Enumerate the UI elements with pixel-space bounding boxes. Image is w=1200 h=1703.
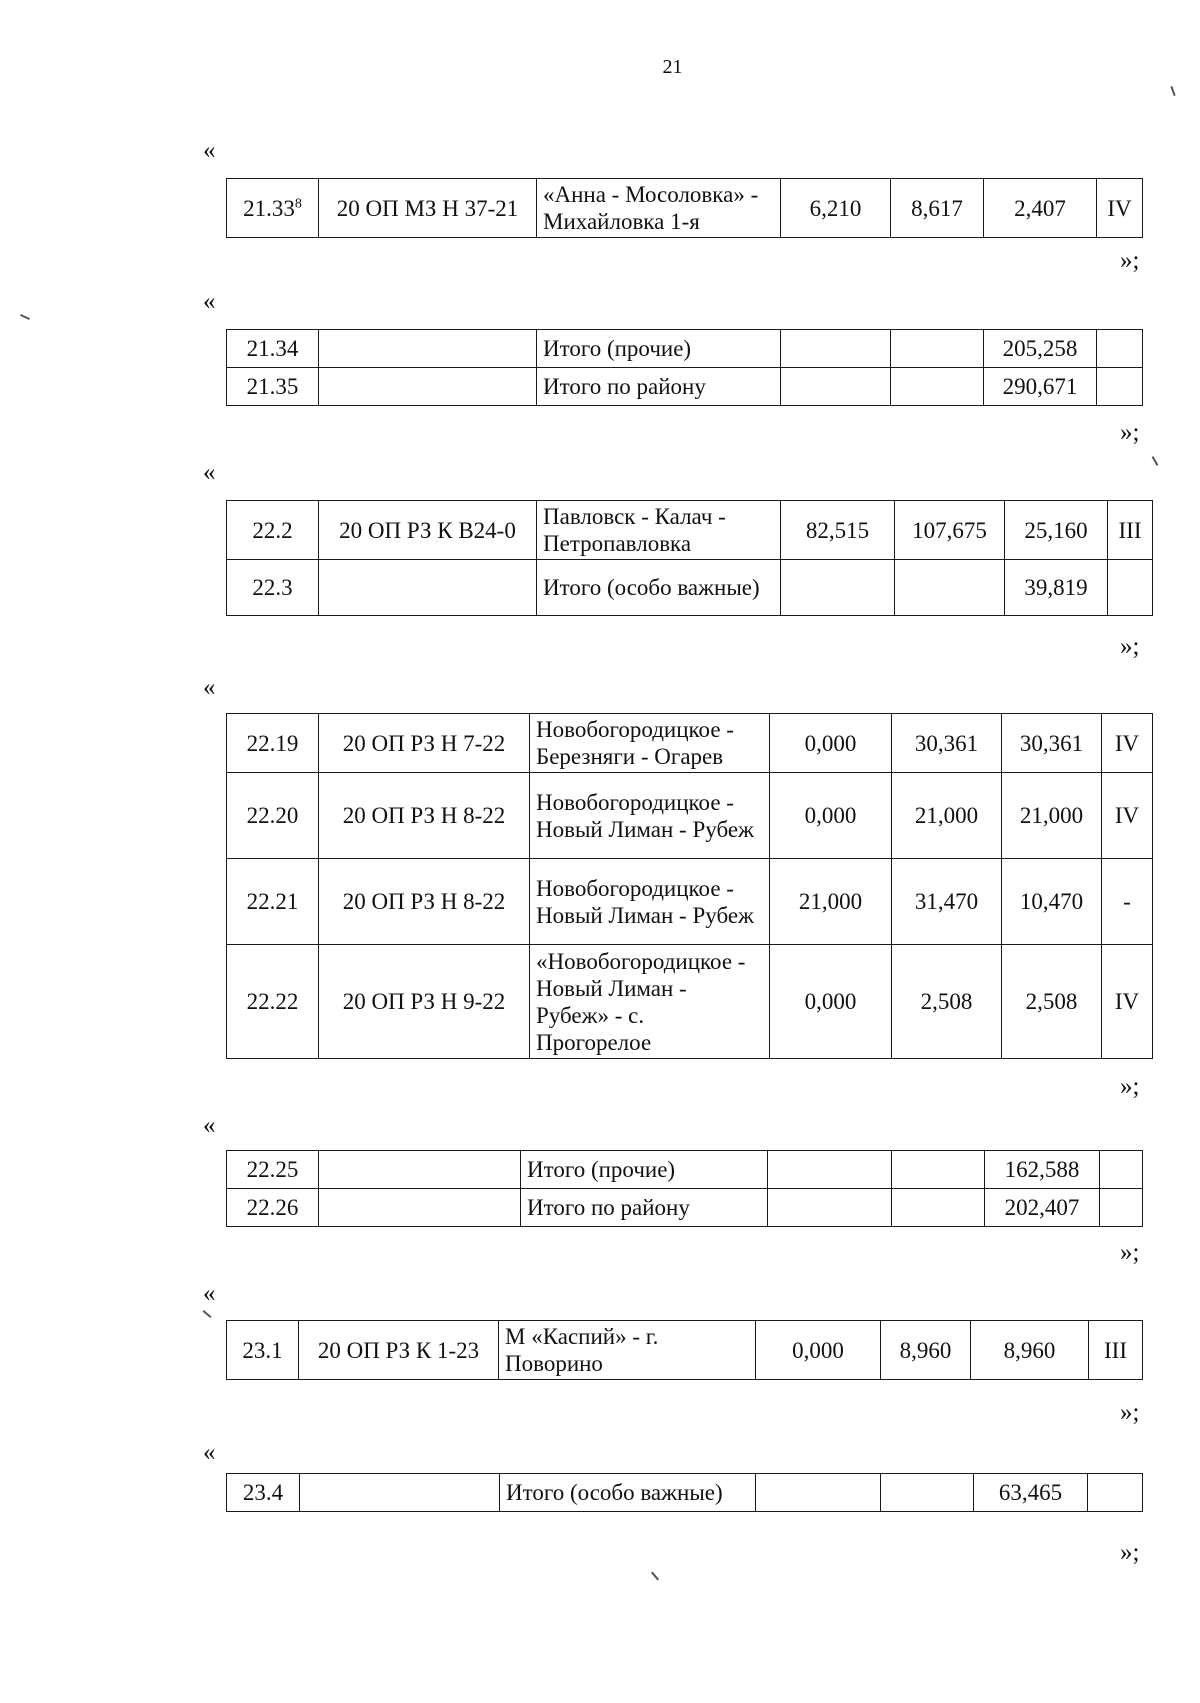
start-km-cell: 0,000 bbox=[770, 714, 892, 773]
row-number-cell: 22.22 bbox=[227, 945, 319, 1059]
road-code-cell: 20 ОП РЗ К 1-23 bbox=[299, 1321, 499, 1380]
end-km-cell: 8,960 bbox=[881, 1321, 971, 1380]
road-code-cell bbox=[319, 368, 537, 406]
opening-quote: « bbox=[203, 137, 216, 164]
road-code-cell: 20 ОП РЗ Н 9-22 bbox=[319, 945, 530, 1059]
category-cell: III bbox=[1089, 1321, 1143, 1380]
road-name-cell: «Новобогородицкое - Новый Лиман - Рубеж» - с. Прогорелое bbox=[530, 945, 770, 1059]
table-row bbox=[227, 330, 1143, 368]
row-number-cell: 21.35 bbox=[227, 368, 319, 406]
road-table bbox=[226, 1150, 1143, 1227]
closing-quote: »; bbox=[1120, 1073, 1140, 1100]
closing-quote: »; bbox=[1120, 1239, 1140, 1266]
row-number-cell: 22.3 bbox=[227, 560, 319, 616]
road-table bbox=[226, 1320, 1143, 1380]
closing-quote: »; bbox=[1120, 633, 1140, 660]
table-row bbox=[227, 773, 1153, 859]
opening-quote: « bbox=[203, 1112, 216, 1139]
end-km-cell: 21,000 bbox=[892, 773, 1002, 859]
closing-quote: »; bbox=[1120, 247, 1140, 274]
table-row bbox=[227, 560, 1153, 616]
closing-quote: »; bbox=[1120, 1539, 1140, 1566]
category-cell: IV bbox=[1097, 179, 1143, 238]
table-row bbox=[227, 1151, 1143, 1189]
start-km-cell: 0,000 bbox=[770, 773, 892, 859]
category-cell bbox=[1100, 1189, 1143, 1227]
row-number-cell: 21.33$^8$ bbox=[227, 179, 319, 238]
closing-quote: »; bbox=[1120, 1399, 1140, 1426]
start-km-cell: 6,210 bbox=[781, 179, 891, 238]
category-cell bbox=[1108, 560, 1153, 616]
road-code-cell: 20 ОП РЗ Н 7-22 bbox=[319, 714, 530, 773]
length-km-cell: 205,258 bbox=[984, 330, 1097, 368]
road-code-cell: 20 ОП МЗ Н 37-21 bbox=[319, 179, 537, 238]
table-row bbox=[227, 368, 1143, 406]
category-cell: IV bbox=[1102, 945, 1153, 1059]
opening-quote: « bbox=[203, 459, 216, 486]
road-table bbox=[226, 500, 1153, 616]
length-km-cell: 39,819 bbox=[1005, 560, 1108, 616]
length-km-cell: 30,361 bbox=[1002, 714, 1102, 773]
road-code-cell: 20 ОП РЗ Н 8-22 bbox=[319, 773, 530, 859]
road-name-cell: Новобогородицкое - Новый Лиман - Рубеж bbox=[530, 859, 770, 945]
start-km-cell bbox=[781, 330, 891, 368]
row-number-cell: 23.1 bbox=[227, 1321, 299, 1380]
road-name-cell: Итого (особо важные) bbox=[537, 560, 781, 616]
scan-speck bbox=[651, 1572, 659, 1581]
row-number-cell: 22.26 bbox=[227, 1189, 319, 1227]
page-number: 21 bbox=[662, 56, 683, 78]
road-table bbox=[226, 329, 1143, 406]
end-km-cell bbox=[881, 1474, 974, 1512]
road-name-cell: Итого (прочие) bbox=[521, 1151, 768, 1189]
row-number-cell: 22.25 bbox=[227, 1151, 319, 1189]
road-name-cell: Итого по району bbox=[537, 368, 781, 406]
row-number-superscript: 8 bbox=[294, 195, 302, 211]
row-number-cell: 22.2 bbox=[227, 501, 319, 560]
end-km-cell bbox=[891, 330, 984, 368]
end-km-cell: 31,470 bbox=[892, 859, 1002, 945]
table-row bbox=[227, 1321, 1143, 1380]
scan-speck bbox=[203, 1310, 212, 1318]
table-row bbox=[227, 945, 1153, 1059]
opening-quote: « bbox=[203, 1280, 216, 1307]
road-code-cell: 20 ОП РЗ Н 8-22 bbox=[319, 859, 530, 945]
end-km-cell bbox=[892, 1151, 985, 1189]
road-code-cell bbox=[300, 1474, 500, 1512]
road-table bbox=[226, 1473, 1143, 1512]
road-name-cell: Новобогородицкое - Новый Лиман - Рубеж bbox=[530, 773, 770, 859]
length-km-cell: 8,960 bbox=[971, 1321, 1089, 1380]
row-number-cell: 22.19 bbox=[227, 714, 319, 773]
length-km-cell: 10,470 bbox=[1002, 859, 1102, 945]
road-code-cell bbox=[319, 1189, 521, 1227]
start-km-cell: 21,000 bbox=[770, 859, 892, 945]
road-table bbox=[226, 178, 1143, 238]
start-km-cell bbox=[768, 1189, 892, 1227]
closing-quote: »; bbox=[1120, 419, 1140, 446]
length-km-cell: 2,508 bbox=[1002, 945, 1102, 1059]
category-cell bbox=[1088, 1474, 1143, 1512]
start-km-cell bbox=[781, 368, 891, 406]
road-name-cell: Итого по району bbox=[521, 1189, 768, 1227]
table-row bbox=[227, 179, 1143, 238]
scan-speck bbox=[1170, 86, 1175, 96]
length-km-cell: 2,407 bbox=[984, 179, 1097, 238]
road-code-cell: 20 ОП РЗ К В24-0 bbox=[319, 501, 537, 560]
end-km-cell: 8,617 bbox=[891, 179, 984, 238]
start-km-cell bbox=[768, 1151, 892, 1189]
opening-quote: « bbox=[203, 1439, 216, 1466]
length-km-cell: 162,588 bbox=[985, 1151, 1100, 1189]
road-name-cell: Итого (прочие) bbox=[537, 330, 781, 368]
start-km-cell: 82,515 bbox=[781, 501, 895, 560]
scan-speck bbox=[20, 314, 30, 320]
opening-quote: « bbox=[203, 674, 216, 701]
category-cell bbox=[1100, 1151, 1143, 1189]
road-name-cell: Павловск - Калач - Петропавловка bbox=[537, 501, 781, 560]
table-row bbox=[227, 859, 1153, 945]
start-km-cell: 0,000 bbox=[756, 1321, 881, 1380]
road-name-cell: Новобогородицкое - Березняги - Огарев bbox=[530, 714, 770, 773]
table-row bbox=[227, 501, 1153, 560]
scan-speck bbox=[1152, 456, 1159, 466]
end-km-cell bbox=[895, 560, 1005, 616]
road-code-cell bbox=[319, 560, 537, 616]
row-number-cell: 23.4 bbox=[227, 1474, 300, 1512]
end-km-cell: 30,361 bbox=[892, 714, 1002, 773]
row-number-cell: 22.21 bbox=[227, 859, 319, 945]
row-number-cell: 21.34 bbox=[227, 330, 319, 368]
table-row bbox=[227, 714, 1153, 773]
category-cell: IV bbox=[1102, 773, 1153, 859]
length-km-cell: 63,465 bbox=[974, 1474, 1088, 1512]
length-km-cell: 202,407 bbox=[985, 1189, 1100, 1227]
opening-quote: « bbox=[203, 288, 216, 315]
end-km-cell: 2,508 bbox=[892, 945, 1002, 1059]
length-km-cell: 25,160 bbox=[1005, 501, 1108, 560]
table-row bbox=[227, 1474, 1143, 1512]
road-table bbox=[226, 713, 1153, 1059]
category-cell: IV bbox=[1102, 714, 1153, 773]
length-km-cell: 290,671 bbox=[984, 368, 1097, 406]
end-km-cell: 107,675 bbox=[895, 501, 1005, 560]
table-row bbox=[227, 1189, 1143, 1227]
start-km-cell: 0,000 bbox=[770, 945, 892, 1059]
category-cell: - bbox=[1102, 859, 1153, 945]
road-code-cell bbox=[319, 1151, 521, 1189]
road-name-cell: М «Каспий» - г. Поворино bbox=[499, 1321, 756, 1380]
road-name-cell: Итого (особо важные) bbox=[500, 1474, 756, 1512]
category-cell: III bbox=[1108, 501, 1153, 560]
length-km-cell: 21,000 bbox=[1002, 773, 1102, 859]
road-name-cell: «Анна - Мосоловка» - Михайловка 1-я bbox=[537, 179, 781, 238]
start-km-cell bbox=[756, 1474, 881, 1512]
end-km-cell bbox=[892, 1189, 985, 1227]
road-code-cell bbox=[319, 330, 537, 368]
start-km-cell bbox=[781, 560, 895, 616]
row-number-cell: 22.20 bbox=[227, 773, 319, 859]
category-cell bbox=[1097, 330, 1143, 368]
end-km-cell bbox=[891, 368, 984, 406]
category-cell bbox=[1097, 368, 1143, 406]
